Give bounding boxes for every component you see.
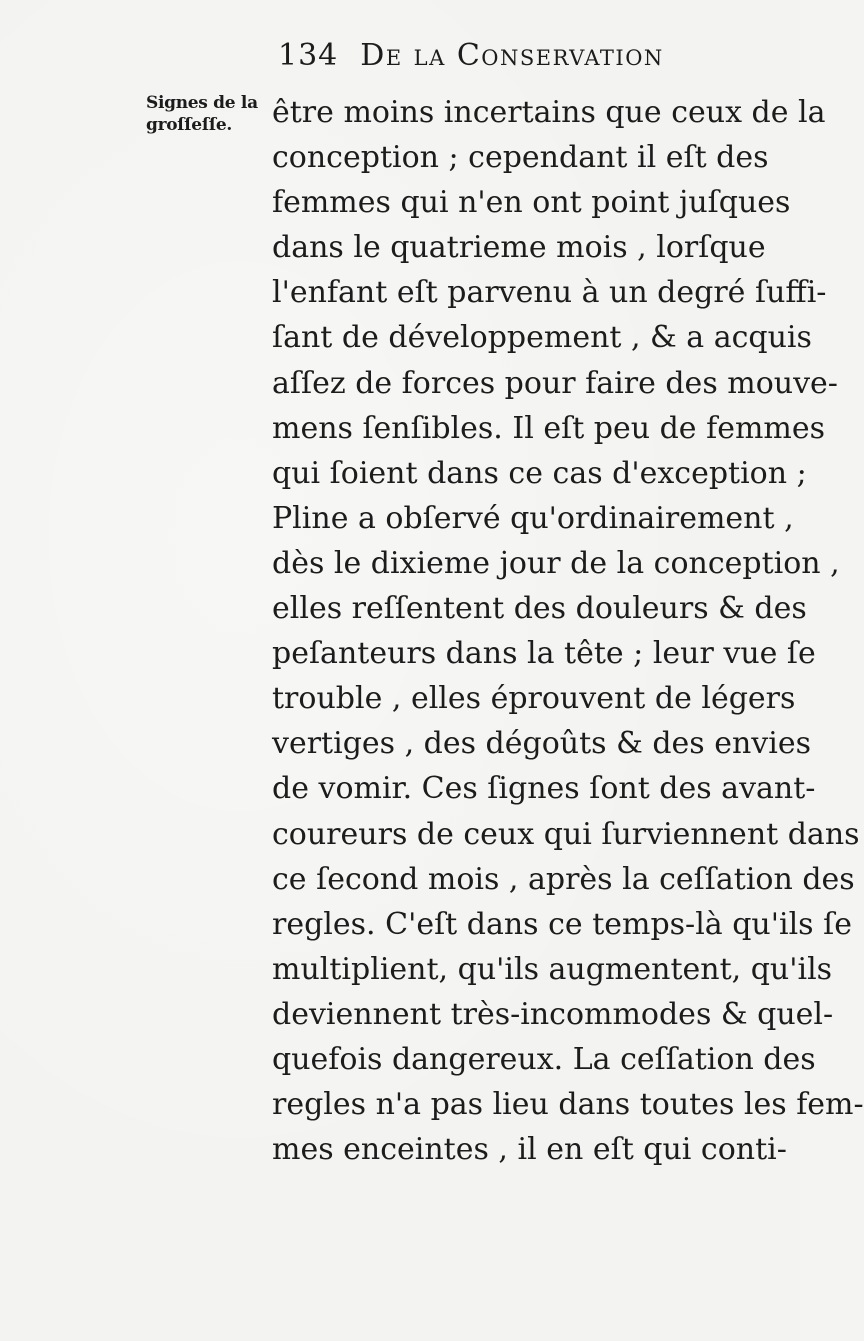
text-line: regles n'a pas lieu dans toutes les fem- [272,1087,864,1123]
margin-note [146,92,276,136]
text-line: dès le dixieme jour de la conception , [272,545,840,581]
text-line: multiplient, qu'ils augmentent, qu'ils [272,951,833,987]
text-line: regles. C'eſt dans ce temps-là qu'ils ſe [272,906,852,942]
running-head: De la Conservation [360,38,664,73]
text-line: conception ; cependant il eſt des [272,140,769,176]
text-line: être moins incertains que ceux de la [272,95,826,130]
text-line: ce ſecond mois , après la ceſſation des [272,861,855,897]
text-line: de vomir. Ces ſignes ſont des avant- [272,771,816,807]
text-line: coureurs de ceux qui ſurviennent dans [272,816,860,852]
text-line: Pline a obſervé qu'ordinairement , [272,500,794,536]
text-line: l'enfant eſt parvenu à un degré ſuffi- [272,275,827,311]
body-text [272,90,864,1172]
text-line: femmes qui n'en ont point juſques [272,185,791,221]
text-line: qui ſoient dans ce cas d'exception ; [272,455,807,491]
page-header [278,38,748,82]
page-number: 134 [278,38,339,73]
text-line: vertiges , des dégoûts & des envies [272,726,811,762]
text-line: peſanteurs dans la tête ; leur vue ſe [272,636,816,672]
text-line: mes enceintes , il en eſt qui conti- [272,1132,787,1168]
margin-note-line: Signes de la [146,93,258,113]
text-line: elles reſſentent des douleurs & des [272,591,807,627]
text-line: dans le quatrieme mois , lorſque [272,230,766,266]
text-line: ſant de développement , & a acquis [272,320,812,356]
text-line: trouble , elles éprouvent de légers [272,681,796,717]
text-line: quefois dangereux. La ceſſation des [272,1041,816,1077]
text-line: mens ſenſibles. Il eſt peu de femmes [272,410,825,446]
text-line: deviennent très-incommodes & quel- [272,996,834,1032]
margin-note-line: groſſeſſe. [146,115,232,135]
text-line: aſſez de forces pour faire des mouve- [272,365,838,401]
